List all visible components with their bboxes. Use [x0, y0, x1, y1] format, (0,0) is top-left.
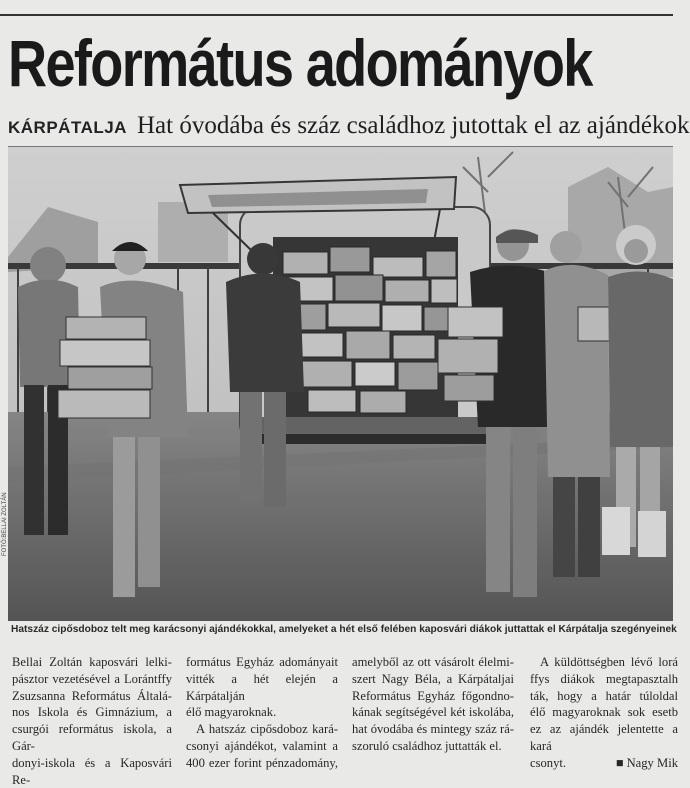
text-line: amelyből az ott vásárolt élelmi-: [352, 655, 514, 669]
top-rule: [0, 14, 673, 16]
text-line: csurgói református iskola, a Gár-: [12, 722, 172, 753]
article-column-2: [186, 654, 338, 770]
text-line: hat óvodába és mintegy száz rá-: [352, 722, 514, 737]
text-line: kának segítségével két iskolába,: [352, 705, 514, 720]
text-line: ták, hogy a határ túloldal: [530, 688, 678, 703]
text-line: 400 ezer forint pénzadomány,: [186, 755, 338, 770]
byline: ■ Nagy Mik: [615, 755, 678, 770]
article-column-1: [12, 654, 172, 787]
headline: Református adományok: [8, 26, 592, 100]
text-line: A hatszáz cipősdoboz kará-: [196, 722, 338, 737]
text-line: Zsuzsanna Református Általá-: [12, 688, 172, 703]
text-line-end: csonyt.: [530, 755, 567, 770]
article-column-3: [352, 654, 514, 766]
text-line: ez az ajándék jelentette a kará: [530, 722, 678, 753]
text-line: ffys diákok megtapasztalh: [530, 671, 678, 686]
text-line: csonyi ajándékot, valamint a: [186, 738, 338, 753]
text-line: élő magyaroknak sok esetb: [530, 705, 678, 720]
subheadline: Hat óvodába és száz családhoz jutottak el az ajándékok: [136, 112, 690, 139]
text-line: élő magyaroknak.: [186, 705, 277, 720]
text-line: vitték a hét elején a Kárpátalján: [186, 671, 338, 703]
news-photo: [8, 146, 673, 621]
text-line: donyi-iskola és a Kaposvári Re-: [12, 755, 172, 787]
article-column-4: [530, 654, 678, 770]
kicker: KÁRPÁTALJA: [8, 118, 127, 137]
text-line: [530, 755, 678, 772]
text-line: pásztor vezetésével a Lorántffy: [12, 671, 172, 686]
kicker-row: [8, 112, 690, 140]
text-line: Bellai Zoltán kaposvári lelki-: [12, 655, 172, 669]
photo-caption: Hatszáz cipősdoboz telt meg karácsonyi ajándékokkal, amelyeket a hét első felében kaposvári diákok juttattak el Kárpátalja szegényeinek: [11, 624, 677, 635]
photo-credit: FOTÓ:BELLAI ZOLTÁN: [2, 492, 8, 556]
text-line: szoruló családhoz juttatták el.: [352, 738, 502, 753]
text-line: Református Egyház főgondno-: [352, 688, 514, 703]
photo-illustration: [8, 147, 673, 621]
text-line: szert Nagy Béla, a Kárpátaljai: [352, 671, 514, 686]
text-line: A küldöttségben lévő lorá: [540, 655, 678, 669]
text-line: nos Iskola és Gimnázium, a: [12, 705, 172, 720]
text-line: formátus Egyház adományait: [186, 655, 338, 669]
